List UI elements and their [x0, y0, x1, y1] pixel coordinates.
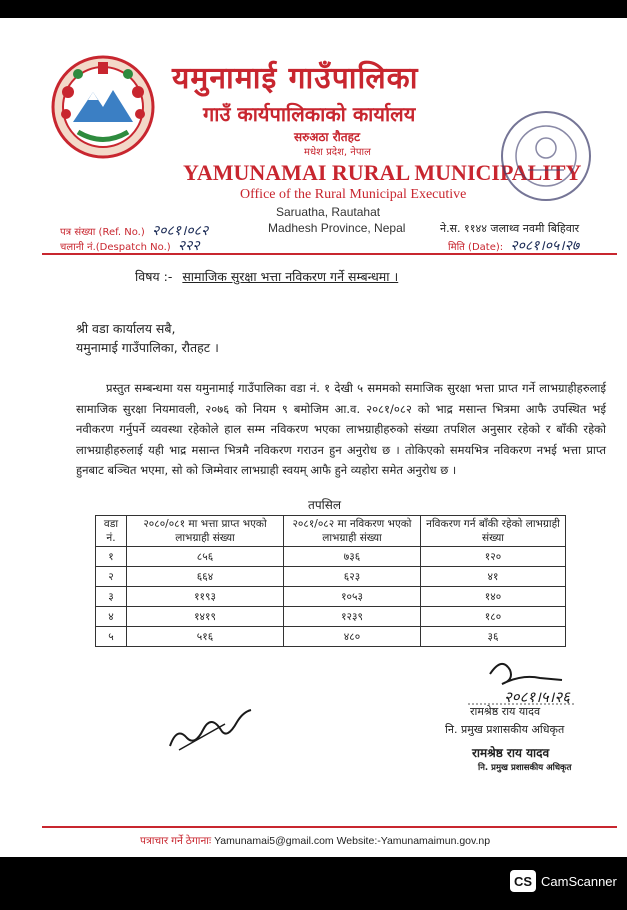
footer-label: पत्राचार गर्ने ठेगानाः	[140, 835, 212, 847]
cell-renewed: ७३६	[284, 547, 421, 567]
header-divider	[42, 253, 617, 255]
signatory-name: रामश्रेष्ठ राय यादव	[470, 705, 541, 718]
camscanner-watermark	[510, 870, 617, 892]
top-black-bar	[0, 0, 627, 18]
header-received: २०८०/०८१ मा भत्ता प्राप्त भएको लाभग्राही संख्या	[127, 516, 284, 547]
table-row	[96, 587, 566, 607]
footer-divider	[42, 826, 617, 828]
camscanner-logo-icon: CS	[510, 870, 536, 892]
cell-ward: २	[96, 567, 127, 587]
header-ward: वडा नं.	[96, 516, 127, 547]
despatch-value: २२२	[177, 238, 200, 254]
header-renewed: २०८१/०८२ मा नविकरण भएको लाभग्राही संख्या	[284, 516, 421, 547]
footer-website[interactable]: Website:-Yamunamaimun.gov.np	[336, 835, 491, 847]
table-row	[96, 627, 566, 647]
table-row	[96, 547, 566, 567]
handwritten-date: २०८१।५।२६	[504, 688, 570, 706]
table-row	[96, 567, 566, 587]
cell-remaining: ४१	[421, 567, 566, 587]
signatory-stamp-title: नि. प्रमुख प्रशासकीय अधिकृत	[478, 763, 572, 773]
cell-ward: ४	[96, 607, 127, 627]
beneficiary-table	[95, 515, 566, 647]
ns-label: ने.स.	[440, 222, 461, 235]
province-nepali: मधेश प्रदेश, नेपाल	[304, 147, 371, 158]
cell-received: ६६४	[127, 567, 284, 587]
despatch-label: चलानी नं.(Despatch No.)	[60, 242, 171, 253]
municipality-title-english: YAMUNAMAI RURAL MUNICIPALITY	[183, 160, 582, 185]
left-signature	[165, 700, 255, 756]
cell-renewed: ६२३	[284, 567, 421, 587]
cell-received: ८५६	[127, 547, 284, 567]
table-row	[96, 607, 566, 627]
location-nepali: सरुअठा रौतहट	[294, 130, 360, 144]
ref-label: पत्र संख्या (Ref. No.)	[60, 227, 145, 238]
table-caption: तपसिल	[308, 498, 342, 512]
cell-received: ५१६	[127, 627, 284, 647]
nepal-sambat	[440, 221, 579, 236]
recipient-line-1: श्री वडा कार्यालय सबै,	[76, 321, 176, 336]
province-english: Madhesh Province, Nepal	[268, 221, 406, 235]
handwritten-signature	[462, 654, 582, 710]
footer-email[interactable]: Yamunamai5@gmail.com	[214, 835, 334, 847]
cell-received: १४१९	[127, 607, 284, 627]
municipality-title-nepali: यमुनामाई गाउँपालिका	[172, 61, 419, 96]
cell-remaining: १८०	[421, 607, 566, 627]
cell-remaining: १४०	[421, 587, 566, 607]
subject-label: विषय :-	[135, 269, 173, 284]
office-title-english: Office of the Rural Municipal Executive	[240, 187, 467, 202]
cell-ward: ५	[96, 627, 127, 647]
cell-remaining: ३६	[421, 627, 566, 647]
date-label: मिति (Date):	[448, 242, 504, 253]
cell-received: ११९३	[127, 587, 284, 607]
subject-text: सामाजिक सुरक्षा भत्ता नविकरण गर्ने सम्बन्धमा ।	[182, 269, 399, 284]
cell-ward: ३	[96, 587, 127, 607]
ns-value: ११४४ जलाथ्व नवमी बिहिवार	[464, 222, 580, 235]
cell-ward: १	[96, 547, 127, 567]
location-english: Saruatha, Rautahat	[276, 205, 381, 219]
cell-renewed: १२३९	[284, 607, 421, 627]
office-stamp	[498, 108, 594, 204]
date-value: २०८१।०५।२७	[510, 238, 580, 254]
header-remaining: नविकरण गर्न बाँकी रहेको लाभग्राही संख्या	[421, 516, 566, 547]
ref-value: २०८१।०८२	[151, 223, 209, 239]
signatory-title: नि. प्रमुख प्रशासकीय अधिकृत	[445, 723, 565, 736]
cell-renewed: ४८०	[284, 627, 421, 647]
cell-remaining: १२०	[421, 547, 566, 567]
camscanner-label: CamScanner	[541, 873, 617, 889]
nepal-emblem-logo	[48, 52, 158, 162]
letter-body: प्रस्तुत सम्बन्धमा यस यमुनामाई गाउँपालिका वडा नं. १ देखी ५ सममको समाजिक सुरक्षा भत्ता प्राप्त गर्ने लाभग्राहीहरुलाई सामाजिक सुरक्षा नियमावली, २०७६ को नियम ९ बमोजिम आ.व. २०८१/०८२ को भाद्र मसान्त भित्रमा आफै उपस्थित भई नवीकरण गर्नुपर्ने व्यवस्था रहेकोले हाल सम्म नविकरण भएका लाभग्राहीहरुको संख्या तपशिल अनुसार रहेको र बाँकी रहेको लाभग्राहीहरुलाई यही भाद्र मसान्त भित्रमै नविकरण गराउन हुन अनुरोध छ । तोकिएको समयभित्र नविकरण नभई भत्ता प्राप्त हुनबाट बञ्चित भएमा, सो को जिम्मेवार लाभग्राही स्वयम् आफै हुने व्यहोरा समेत अनुरोध छ ।	[76, 381, 606, 477]
subject-line	[135, 268, 398, 285]
recipient-line-2: यमुनामाई गाउँपालिका, रौतहट ।	[76, 340, 219, 355]
cell-renewed: १०५३	[284, 587, 421, 607]
office-title-nepali: गाउँ कार्यपालिकाको कार्यालय	[203, 102, 416, 126]
footer-contact	[140, 834, 490, 848]
table-header-row	[96, 516, 566, 547]
signatory-stamp-name: रामश्रेष्ठ राय यादव	[472, 746, 550, 760]
